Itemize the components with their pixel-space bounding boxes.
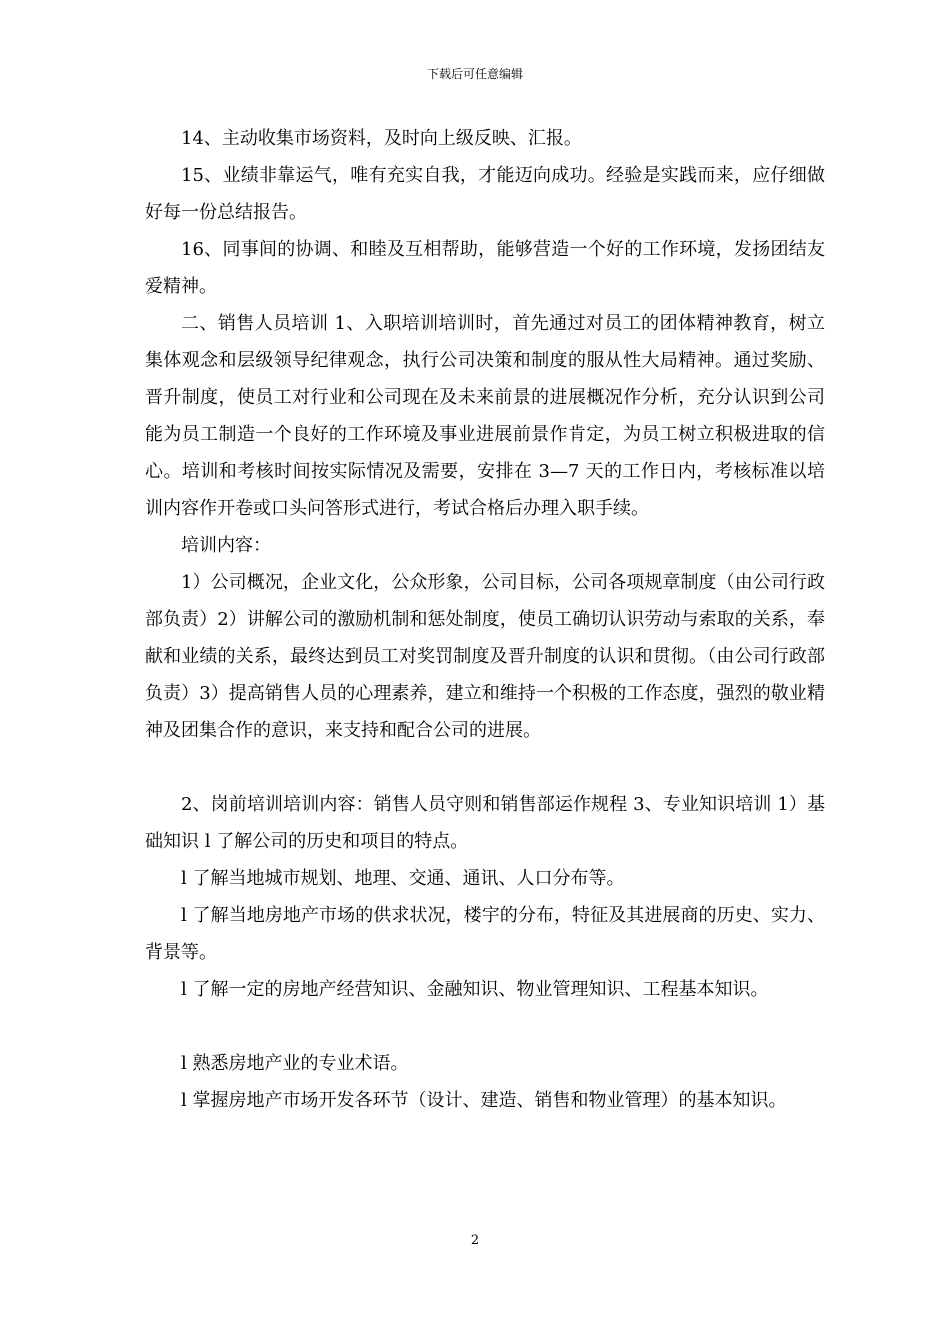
paragraph-training-content-heading: 培训内容： xyxy=(181,535,271,556)
paragraph-terminology: l 熟悉房地产业的专业术语。 xyxy=(181,1053,409,1074)
paragraph-sales-training: 二、销售人员培训 1、入职培训培训时，首先通过对员工的团体精神教育，树立集体观念和层级领导纪律观念，执行公司决策和制度的服从性大局精神。通过奖励、晋升制度，使员工对行业和公司现在及未来前景的进展概况作分析，充分认识到公司能为员工制造一个良好的工作环境及事业进展前景作肯定，为员工树立积极进取的信心。培训和考核时间按实际情况及需要，安排在 3—7 天的工作日内，考核标准以培训内容作开卷或口头问答形式进行，考试合格后办理入职手续。 xyxy=(145,313,825,519)
paragraph-city-knowledge: l 了解当地城市规划、地理、交通、通讯、人口分布等。 xyxy=(181,868,625,889)
paragraph-14: 14、主动收集市场资料，及时向上级反映、汇报。 xyxy=(181,128,582,149)
page-header: 下载后可任意编辑 xyxy=(426,67,523,81)
paragraph-16: 16、同事间的协调、和睦及互相帮助，能够营造一个好的工作环境，发扬团结友爱精神。 xyxy=(145,239,825,297)
page-number: 2 xyxy=(470,1233,480,1248)
paragraph-15: 15、业绩非靠运气，唯有充实自我，才能迈向成功。经验是实践而来，应仔细做好每一份总结报告。 xyxy=(145,165,825,223)
paragraph-market-knowledge: l 了解当地房地产市场的供求状况，楼宇的分布，特征及其进展商的历史、实力、背景等。 xyxy=(145,905,825,963)
paragraph-development-knowledge: l 掌握房地产市场开发各环节（设计、建造、销售和物业管理）的基本知识。 xyxy=(181,1090,787,1111)
paragraph-business-knowledge: l 了解一定的房地产经营知识、金融知识、物业管理知识、工程基本知识。 xyxy=(181,979,769,1000)
paragraph-pre-job-training: 2、岗前培训培训内容：销售人员守则和销售部运作规程 3、专业知识培训 1）基础知识 l 了解公司的历史和项目的特点。 xyxy=(145,794,825,852)
paragraph-training-content: 1）公司概况，企业文化，公众形象，公司目标，公司各项规章制度（由公司行政部负责）2）讲解公司的激励机制和惩处制度，使员工确切认识劳动与索取的关系，奉献和业绩的关系，最终达到员工对奖罚制度及晋升制度的认识和贯彻。（由公司行政部负责）3）提高销售人员的心理素养，建立和维持一个积极的工作态度，强烈的敬业精神及团集合作的意识，来支持和配合公司的进展。 xyxy=(145,572,825,741)
document-body xyxy=(145,120,825,1119)
